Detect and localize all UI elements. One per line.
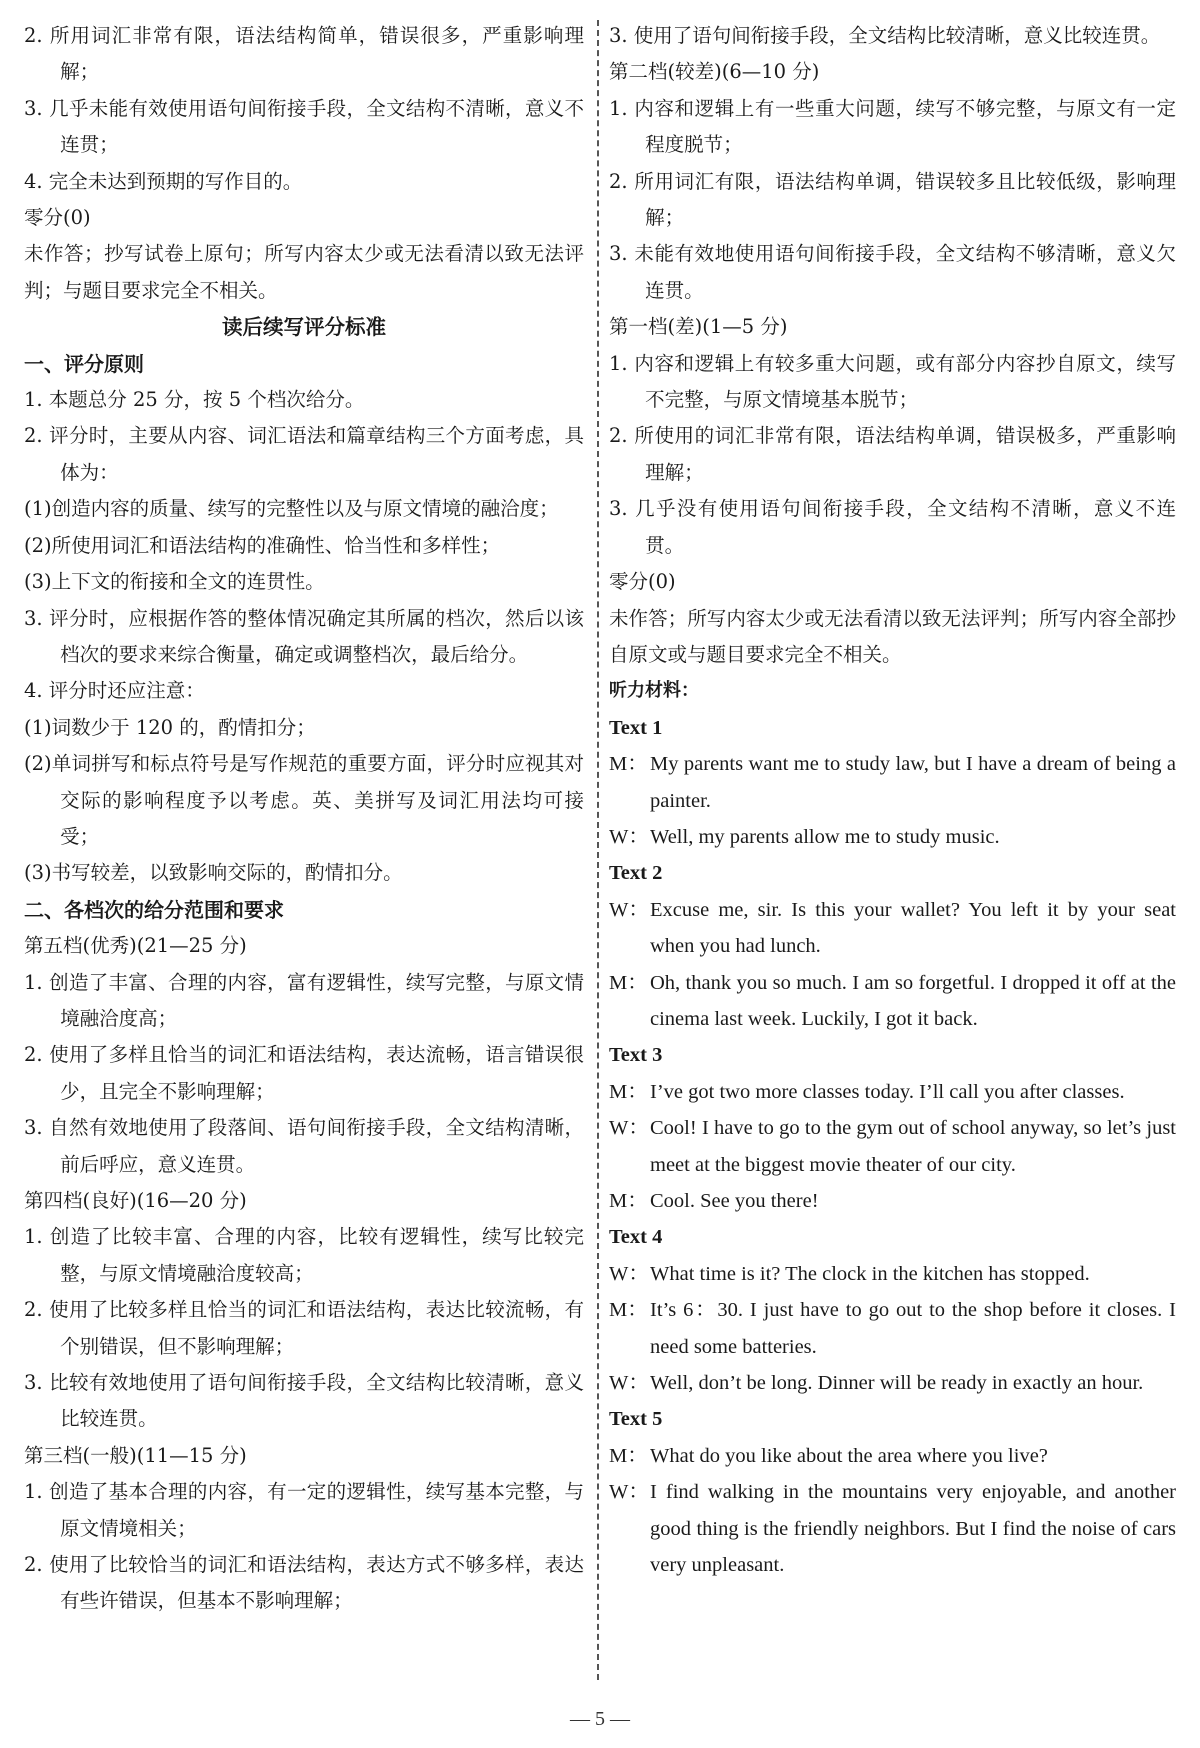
text-title: Text 4: [609, 1226, 663, 1249]
principle-4-sub: (1)词数少于 120 的，酌情扣分；: [24, 715, 316, 739]
principle-2-sub: (3)上下文的衔接和全文的连贯性。: [24, 570, 325, 594]
tier2-item: 2. 所用词汇有限，语法结构单调，错误较多且比较低级，影响理解；: [609, 169, 1176, 230]
speaker-label: W：: [609, 1262, 649, 1285]
dialogue-text: Cool! I have to go to the gym out of school anyway, so let’s just meet at the biggest movie theater of our city.: [650, 1117, 1176, 1176]
dialogue-line: [609, 1292, 1176, 1365]
tier3-item: 1. 创造了基本合理的内容，有一定的逻辑性，续写基本完整，与原文情境相关；: [24, 1480, 584, 1540]
doc-title: 读后续写评分标准: [222, 315, 386, 340]
dialogue-text: Excuse me, sir. Is this your wallet? You left it by your seat when you had lunch.: [650, 898, 1176, 958]
dialogue-text: I find walking in the mountains very enjoyable, and another good thing is the friendly neighbors. But I find the noise of cars very unpleasant.: [650, 1481, 1176, 1577]
dialogue-line: [609, 1438, 1176, 1474]
prev-item-2: 2. 所用词汇非常有限，语法结构简单，错误很多，严重影响理解；: [24, 24, 584, 84]
column-divider: [597, 20, 599, 1680]
principle-4: 4. 评分时还应注意：: [24, 679, 205, 703]
tier1-item: 1. 内容和逻辑上有较多重大问题，或有部分内容抄自原文，续写不完整，与原文情境基本脱节；: [609, 351, 1176, 412]
left-column: [24, 18, 584, 1620]
listening-heading: 听力材料：: [609, 680, 699, 702]
principle-4-sub: (2)单词拼写和标点符号是写作规范的重要方面，评分时应视其对交际的影响程度予以考虑。英、美拼写及词汇用法均可接受；: [24, 752, 584, 848]
principle-2: 2. 评分时，主要从内容、词汇语法和篇章结构三个方面考虑，具体为：: [24, 424, 584, 484]
tier5-item: 1. 创造了丰富、合理的内容，富有逻辑性，续写完整，与原文情境融洽度高；: [24, 970, 584, 1030]
section-heading-principles: 一、评分原则: [24, 351, 144, 376]
tier1-item: 3. 几乎没有使用语句间衔接手段，全文结构不清晰，意义不连贯。: [609, 497, 1176, 557]
zero-label: 零分(0): [24, 206, 91, 230]
speaker-label: M：: [609, 971, 648, 994]
principle-2-sub: (2)所使用词汇和语法结构的准确性、恰当性和多样性；: [24, 533, 501, 557]
dialogue-text: It’s 6：30. I just have to go out to the shop before it closes. I need some batteries.: [650, 1299, 1176, 1358]
right-column: [609, 18, 1176, 1583]
listening-transcript: [609, 710, 1176, 1584]
section-heading-tiers: 二、各档次的给分范围和要求: [24, 897, 284, 922]
tier3-item: 3. 使用了语句间衔接手段，全文结构比较清晰，意义比较连贯。: [609, 24, 1161, 47]
speaker-label: W：: [609, 1481, 649, 1504]
tier2-item: 1. 内容和逻辑上有一些重大问题，续写不够完整，与原文有一定程度脱节；: [609, 96, 1176, 157]
tier4-label: 第四档(良好)(16—20 分): [24, 1189, 247, 1212]
speaker-label: M：: [609, 753, 648, 776]
tier5-label: 第五档(优秀)(21—25 分): [24, 934, 247, 958]
zero-label: 零分(0): [609, 570, 676, 594]
dialogue-line: [609, 1110, 1176, 1183]
tier5-item: 3. 自然有效地使用了段落间、语句间衔接手段，全文结构清晰，前后呼应，意义连贯。: [24, 1116, 584, 1176]
tier2-item: 3. 未能有效地使用语句间衔接手段，全文结构不够清晰，意义欠连贯。: [609, 242, 1176, 302]
zero-text: 未作答；所写内容太少或无法看清以致无法评判；所写内容全部抄自原文或与题目要求完全不相关。: [609, 606, 1176, 666]
dialogue-line: [609, 1474, 1176, 1583]
page-number: — 5 —: [570, 1708, 630, 1730]
dialogue-line: [609, 1256, 1176, 1292]
text-title: Text 1: [609, 716, 663, 739]
dialogue-line: [609, 892, 1176, 965]
dialogue-line: [609, 1074, 1176, 1110]
zero-text: 未作答；抄写试卷上原句；所写内容太少或无法看清以致无法评判；与题目要求完全不相关。: [24, 242, 584, 302]
principle-3: 3. 评分时，应根据作答的整体情况确定其所属的档次，然后以该档次的要求来综合衡量，确定或调整档次，最后给分。: [24, 606, 584, 666]
tier2-label: 第二档(较差)(6—10 分): [609, 60, 820, 84]
text-title: Text 2: [609, 862, 663, 885]
dialogue-line: [609, 1365, 1176, 1401]
principle-2-sub: (1)创造内容的质量、续写的完整性以及与原文情境的融洽度；: [24, 497, 559, 521]
tier3-item: 2. 使用了比较恰当的词汇和语法结构，表达方式不够多样，表达有些许错误，但基本不影响理解；: [24, 1553, 584, 1613]
dialogue-text: Well, my parents allow me to study music.: [650, 825, 1000, 848]
principle-4-sub: (3)书写较差，以致影响交际的，酌情扣分。: [24, 861, 403, 885]
tier3-label: 第三档(一般)(11—15 分): [24, 1443, 247, 1467]
speaker-label: W：: [609, 825, 649, 848]
text-title: Text 3: [609, 1044, 663, 1067]
tier1-item: 2. 所使用的词汇非常有限，语法结构单调，错误极多，严重影响理解；: [609, 424, 1176, 484]
dialogue-text: Cool. See you there!: [650, 1190, 819, 1212]
speaker-label: M：: [609, 1190, 648, 1212]
speaker-label: M：: [609, 1444, 648, 1467]
tier4-item: 2. 使用了比较多样且恰当的词汇和语法结构，表达比较流畅，有个别错误，但不影响理解；: [24, 1298, 584, 1358]
prev-item-4: 4. 完全未达到预期的写作目的。: [24, 169, 303, 193]
speaker-label: W：: [609, 1372, 649, 1395]
dialogue-text: Oh, thank you so much. I am so forgetful. I dropped it off at the cinema last week. Luckily, I got it back.: [650, 971, 1176, 1030]
dialogue-text: What time is it? The clock in the kitchen has stopped.: [650, 1262, 1090, 1285]
speaker-label: M：: [609, 1080, 648, 1103]
dialogue-line: [609, 746, 1176, 819]
dialogue-text: Well, don’t be long. Dinner will be ready in exactly an hour.: [650, 1372, 1144, 1395]
dialogue-line: [609, 1183, 1176, 1219]
tier1-label: 第一档(差)(1—5 分): [609, 315, 788, 339]
tier5-item: 2. 使用了多样且恰当的词汇和语法结构，表达流畅，语言错误很少，且完全不影响理解；: [24, 1043, 584, 1103]
principle-1: 1. 本题总分 25 分，按 5 个档次给分。: [24, 388, 365, 412]
speaker-label: M：: [609, 1299, 648, 1322]
dialogue-line: [609, 965, 1176, 1038]
prev-item-3: 3. 几乎未能有效使用语句间衔接手段，全文结构不清晰，意义不连贯；: [24, 96, 584, 157]
dialogue-text: I’ve got two more classes today. I’ll call you after classes.: [650, 1080, 1125, 1103]
tier4-item: 1. 创造了比较丰富、合理的内容，比较有逻辑性，续写比较完整，与原文情境融洽度较高；: [24, 1225, 584, 1285]
speaker-label: W：: [609, 1117, 649, 1140]
dialogue-text: My parents want me to study law, but I have a dream of being a painter.: [650, 753, 1176, 812]
dialogue-text: What do you like about the area where you live?: [650, 1444, 1048, 1467]
dialogue-line: [609, 819, 1176, 855]
speaker-label: W：: [609, 898, 649, 921]
tier4-item: 3. 比较有效地使用了语句间衔接手段，全文结构比较清晰，意义比较连贯。: [24, 1371, 584, 1431]
text-title: Text 5: [609, 1408, 663, 1431]
